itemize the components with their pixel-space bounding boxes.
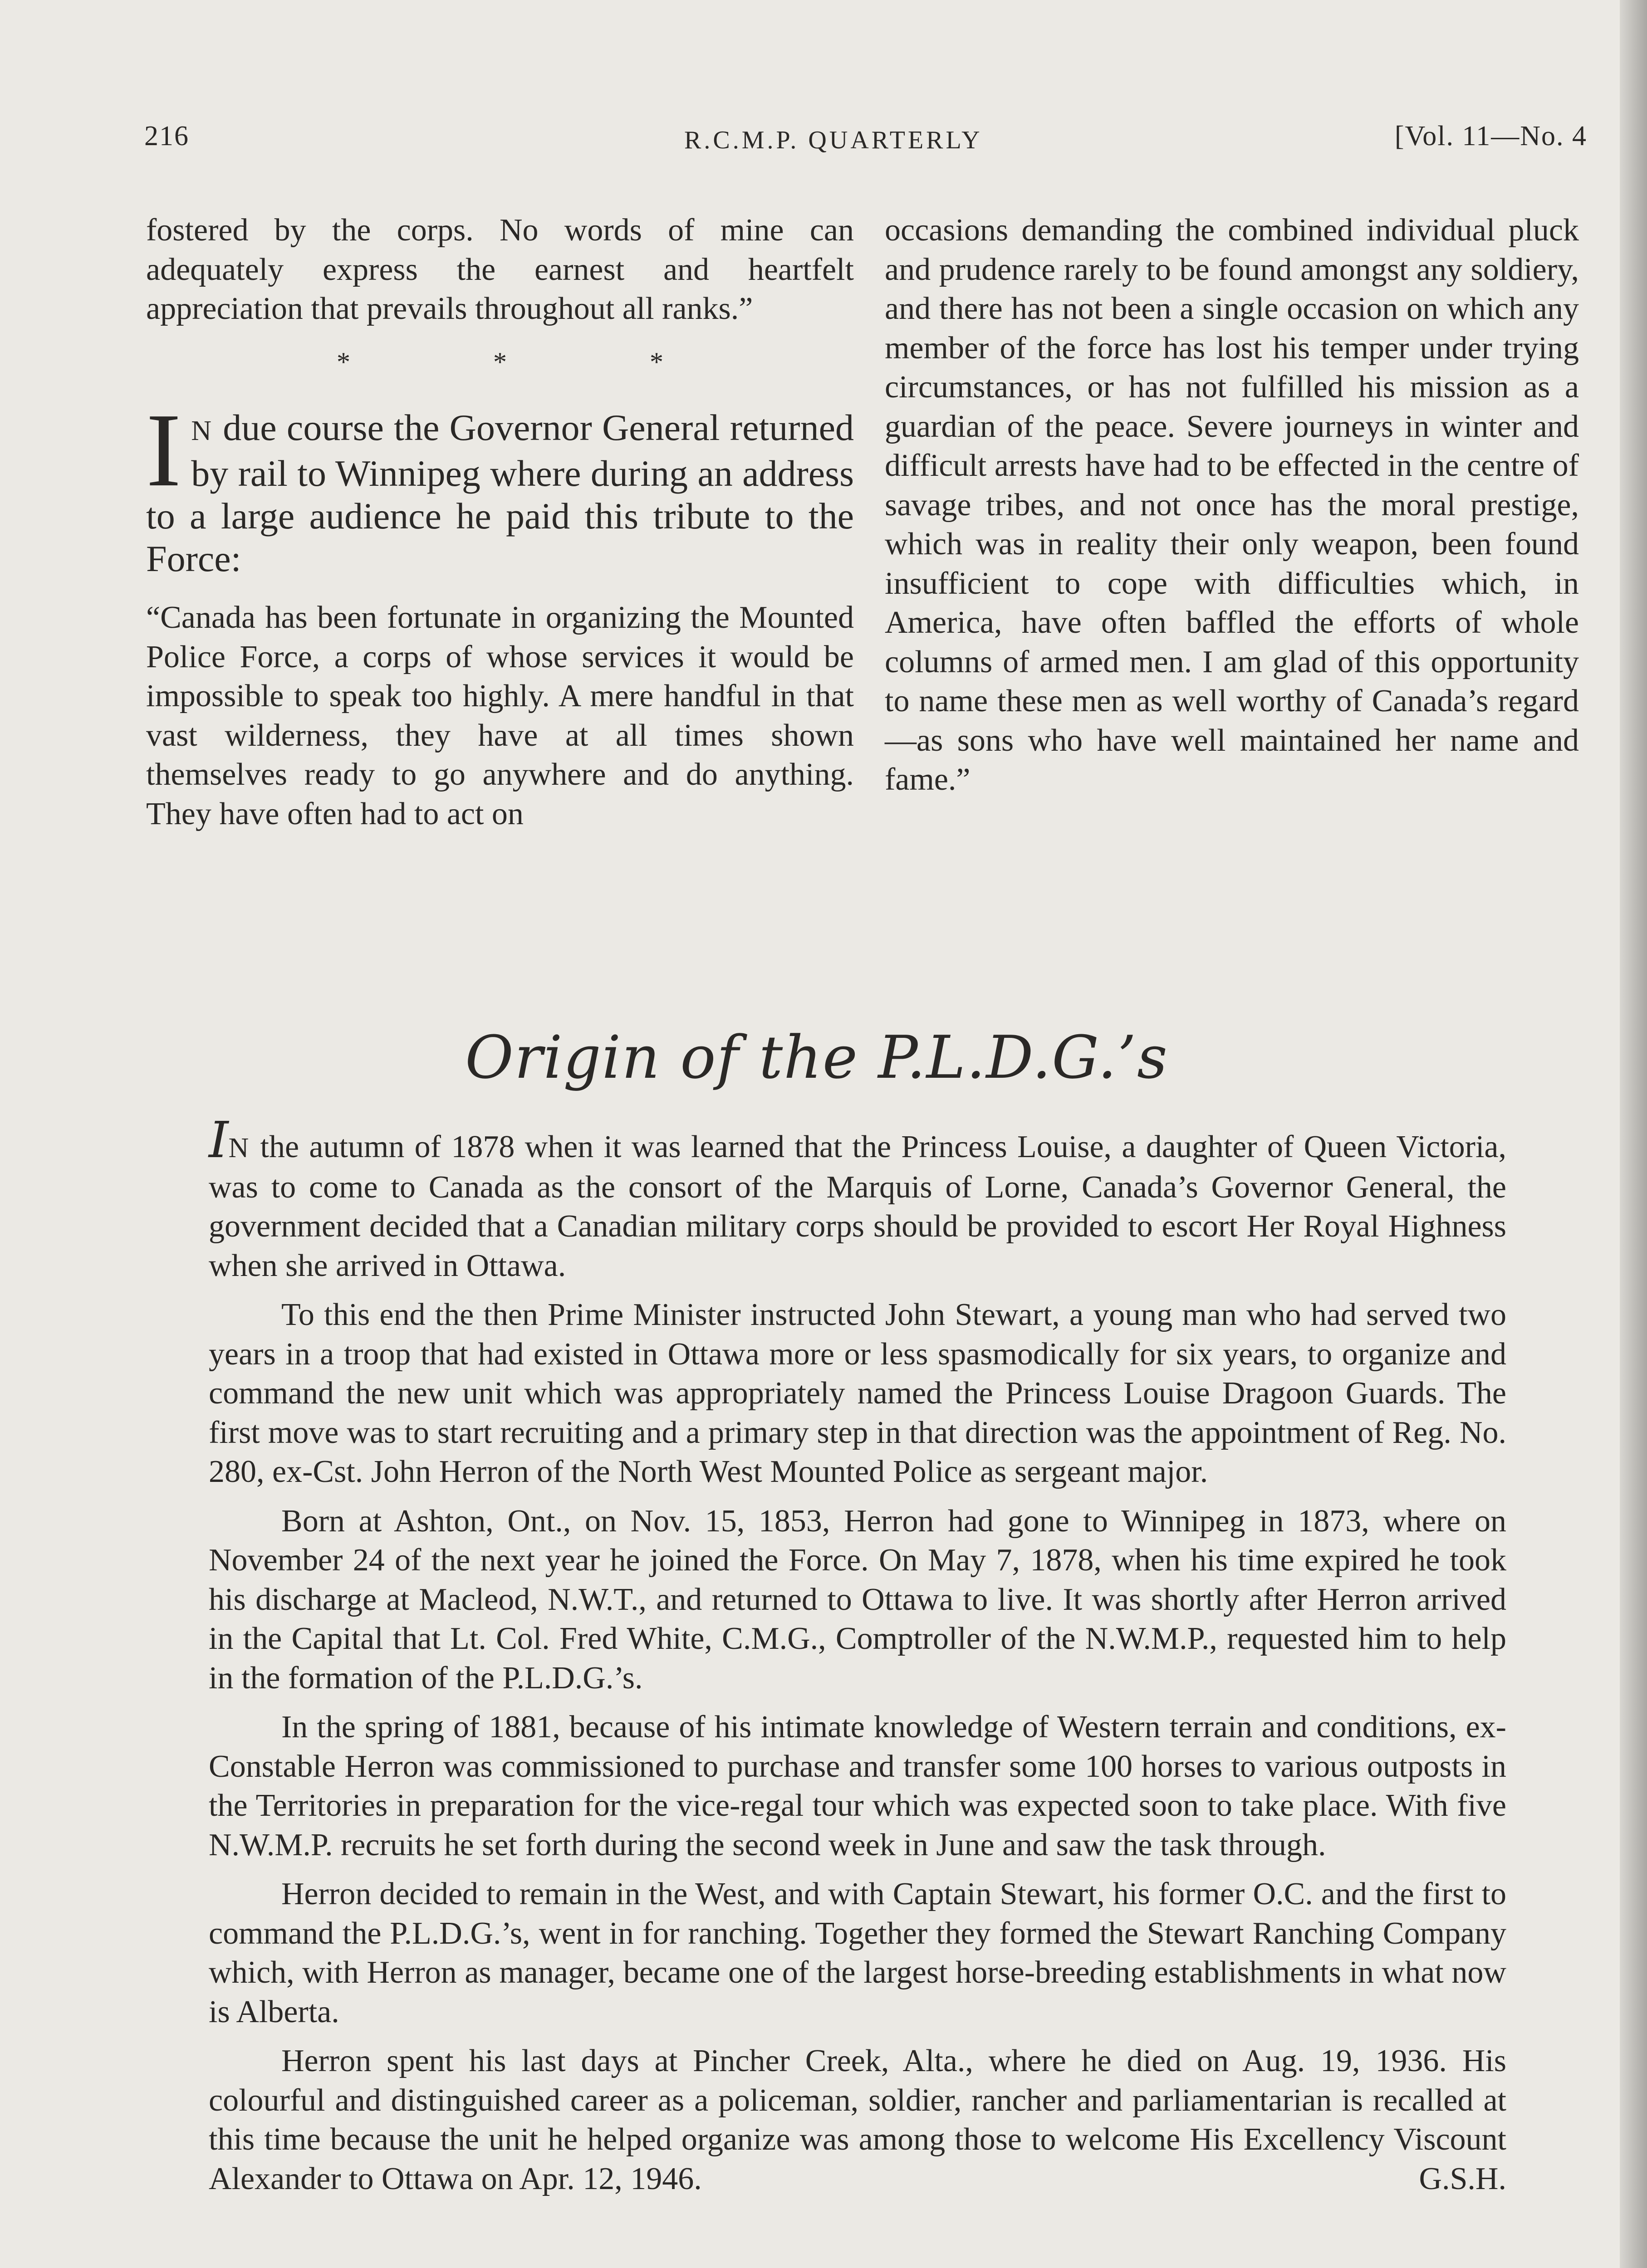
intro-paragraph [146,392,854,580]
first-smallcaps: N [228,1133,250,1163]
continuation-paragraph: fostered by the corps. No words of mine can adequately express the earnest and heartfelt appreciation that prevails throughout all ranks.” [146,213,854,326]
left-column [146,211,854,834]
article-title: Origin of the P.L.D.G.’s [465,1023,1168,1092]
article-paragraph: Herron spent his last days at Pincher Creek, Alta., where he died on Aug. 19, 1936. His colourful and distinguished career as a policeman, soldier, rancher and parliamentarian is recalled at this time because the unit he helped organize was among those to welcome His Excellency Viscount Alexander to Ottawa on Apr. 12, 1946. [209,2043,1506,2196]
section-separator: * * * [337,347,731,377]
journal-title: R.C.M.P. QUARTERLY [684,126,983,154]
article-paragraph: Herron decided to remain in the West, and with Captain Stewart, his former O.C. and the first to command the P.L.D.G.’s, went in for ranching. Together they formed the Stewart Ranching Company which, with Herron as manager, became one of the largest horse-breeding establishments in what now is Alberta. [209,1877,1506,2029]
quote-paragraph: “Canada has been fortunate in organizing the Mounted Police Force, a corps of whose services it would be impossible to speak too highly. A mere handful in that vast wilderness, they have at all times shown themselves ready to go anywhere and do anything. They have often had to act on [146,600,854,831]
page-edge-shadow [1620,0,1647,2268]
ornamental-initial: I [209,1111,229,1169]
article-paragraph: Born at Ashton, Ont., on Nov. 15, 1853, Herron had gone to Winnipeg in 1873, where on November 24 of the next year he joined the Force. On May 7, 1878, when his time expired he took his discharge at Macleod, N.W.T., and returned to Ottawa to live. It was shortly after Herron arrived in the Capital that Lt. Col. Fred White, C.M.G., Comptroller of the N.W.M.P., requested him to help in the formation of the P.L.D.G.’s. [209,1503,1506,1696]
volume-issue: [Vol. 11—No. 4 [1394,121,1587,152]
article-body [209,1111,1506,2209]
author-signature: G.S.H. [1419,2161,1506,2196]
intro-text: due course the Governor General returned by rail to Winnipeg where during an address to a large audience he paid this tribute to the Force: [146,407,854,579]
running-header [144,120,1587,161]
page-number: 216 [144,121,189,152]
article-paragraph: In the spring of 1881, because of his intimate knowledge of Western terrain and conditions, ex-Constable Herron was commissioned to purchase and transfer some 100 horses to various outposts in the Territories in preparation for the vice-regal tour which was expected soon to take place. With five N.W.M.P. recruits he set forth during the second week in June and saw the task through. [209,1710,1506,1862]
drop-cap: I [146,392,181,508]
article-paragraph: IN the autumn of 1878 when it was learned that the Princess Louise, a daughter of Queen Victoria, was to come to Canada as the consort of the Marquis of Lorne, Canada’s Governor General, the government decided that a Canadian military corps should be provided to escort Her Royal Highness when she arrived in Ottawa. [209,1111,1506,1283]
intro-smallcaps: N [191,415,213,446]
article-paragraph: To this end the then Prime Minister instructed John Stewart, a young man who had served two years in a troop that had existed in Ottawa more or less spasmodically for six years, to organize and command the new unit which was appropriately named the Princess Louise Dragoon Guards. The first move was to start recruiting and a primary step in that direction was the appointment of Reg. No. 280, ex-Cst. John Herron of the North West Mounted Police as sergeant major. [209,1297,1506,1489]
right-column [885,211,1579,800]
quote-continuation: occasions demanding the combined individual pluck and prudence rarely to be found amongst any soldiery, and there has not been a single occasion on which any member of the force has lost his temper under trying circumstances, or has not fulfilled his mission as a guardian of the peace. Severe journeys in winter and difficult arrests have had to be effected in the centre of savage tribes, and not once has the moral prestige, which was in reality their only weapon, been found insufficient to cope with difficulties which, in America, have often baffled the efforts of whole columns of armed men. I am glad of this opportunity to name these men as well worthy of Canada’s regard—as sons who have well maintained her name and fame.” [885,213,1579,797]
